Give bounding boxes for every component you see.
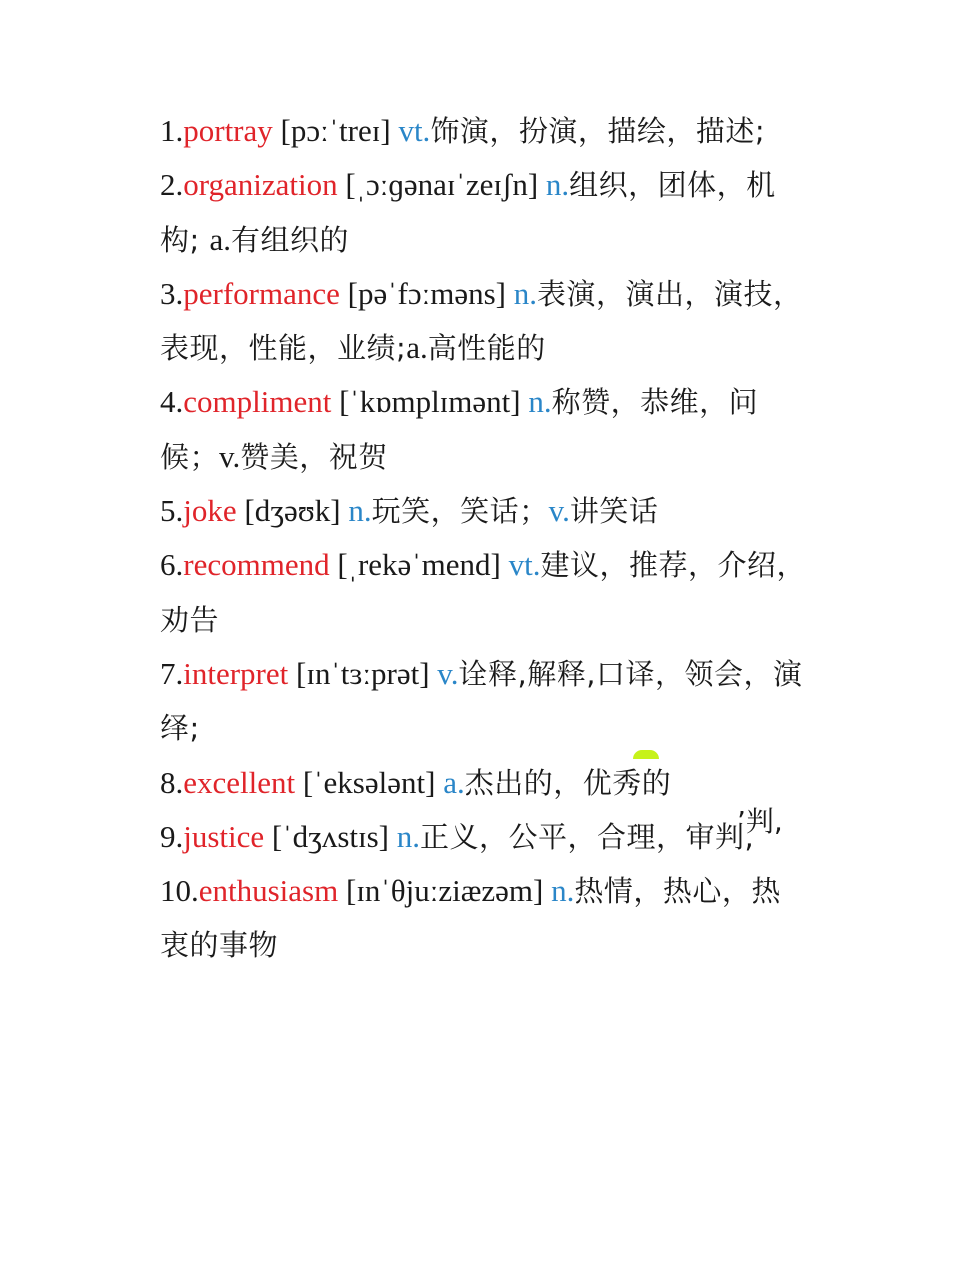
vocab-entry-interpret <box>160 647 810 756</box>
entry-phonetic: [ˈeksələnt] <box>295 764 444 800</box>
entry-word: excellent <box>183 764 296 800</box>
entry-word: performance <box>183 275 340 311</box>
entry-phonetic: [ˌrekəˈmend] <box>329 547 509 583</box>
entry-part-of-speech: n. <box>396 818 421 854</box>
entry-phonetic: [pɔːˈtreɪ] <box>272 113 399 148</box>
entry-meaning: 热情，热心，热衷的事物 <box>160 874 781 963</box>
entry-number: 9. <box>160 818 184 854</box>
entry-part-of-speech: vt. <box>508 547 541 583</box>
entry-meaning: 杰出的，优秀的 <box>464 765 672 800</box>
entry-meaning-2: 有组织的 <box>231 222 350 257</box>
vocab-entry-organization <box>160 158 810 267</box>
entry-word: compliment <box>183 384 332 420</box>
entry-part-of-speech: vt. <box>398 113 431 148</box>
entry-word: recommend <box>183 547 330 583</box>
vocab-entry-justice <box>160 810 810 864</box>
entry-meaning: 组织，团体，机构; <box>160 168 776 257</box>
entry-meaning: 表演，演出，演技，表现，性能，业绩; <box>160 276 803 366</box>
entry-number: 2. <box>160 167 184 203</box>
entry-word: interpret <box>183 655 289 691</box>
entry-meaning: 玩笑，笑话； <box>371 494 549 529</box>
entry-meaning-2: 高性能的 <box>427 331 546 366</box>
entry-word: justice <box>183 818 265 854</box>
entry-phonetic: [pəˈfɔːməns] <box>339 275 514 311</box>
vocabulary-list <box>160 104 810 973</box>
entry-phonetic: [ˈdʒʌstɪs] <box>264 818 397 854</box>
entry-part-of-speech: a. <box>443 764 465 800</box>
vocab-entry-joke <box>160 484 810 538</box>
entry-number: 5. <box>160 493 184 529</box>
entry-part-of-speech: n. <box>348 493 372 529</box>
entry-meaning: 饰演，扮演，描绘，描述; <box>430 114 766 148</box>
entry-part-of-speech: n. <box>551 873 575 909</box>
entry-part-of-speech: v. <box>437 655 459 691</box>
entry-meaning-2: 讲笑话 <box>569 494 659 529</box>
vocab-entry-excellent <box>160 756 810 810</box>
entry-meaning: 建议，推荐，介绍，劝告 <box>160 548 806 637</box>
entry-part-of-speech-2: a. <box>209 221 232 257</box>
entry-meaning-2: 赞美，祝贺 <box>240 439 388 474</box>
entry-phonetic: [dʒəʊk] <box>236 493 349 529</box>
overlap-artifact-text: ’判, <box>737 805 783 838</box>
entry-word: enthusiasm <box>198 873 339 909</box>
entry-part-of-speech: n. <box>545 167 570 203</box>
entry-phonetic: [ˌɔːɡənaɪˈzeɪʃn] <box>337 167 546 203</box>
entry-meaning: 称赞，恭维，问候； <box>160 385 759 474</box>
entry-word: portray <box>183 113 273 148</box>
vocab-entry-enthusiasm <box>160 864 810 973</box>
entry-number: 8. <box>160 764 184 800</box>
vocab-entry-compliment <box>160 375 810 484</box>
highlight-mark <box>633 750 659 759</box>
entry-part-of-speech-2: v. <box>219 438 241 474</box>
vocab-entry-portray <box>160 104 810 158</box>
entry-part-of-speech: n. <box>513 275 537 311</box>
entry-number: 4. <box>160 384 184 420</box>
entry-number: 7. <box>160 655 184 691</box>
entry-number: 3. <box>160 275 184 311</box>
entry-phonetic: [ˈkɒmplɪmənt] <box>331 384 529 420</box>
entry-word: joke <box>183 493 237 529</box>
entry-number: 10. <box>160 873 199 909</box>
entry-part-of-speech-2: v. <box>548 493 570 529</box>
entry-meaning: 诠释,解释,口译，领会，演绎; <box>160 656 803 746</box>
entry-part-of-speech: n. <box>528 384 552 420</box>
entry-number: 1. <box>160 113 184 148</box>
entry-number: 6. <box>160 547 184 583</box>
entry-phonetic: [ɪnˈtɜːprət] <box>288 655 438 691</box>
entry-meaning: 正义，公平，合理，审判, <box>420 819 755 854</box>
vocab-entry-recommend <box>160 538 810 647</box>
vocab-entry-performance <box>160 267 810 376</box>
entry-phonetic: [ɪnˈθjuːziæzəm] <box>338 873 552 909</box>
entry-part-of-speech-2: a. <box>406 330 428 366</box>
entry-word: organization <box>183 167 338 203</box>
